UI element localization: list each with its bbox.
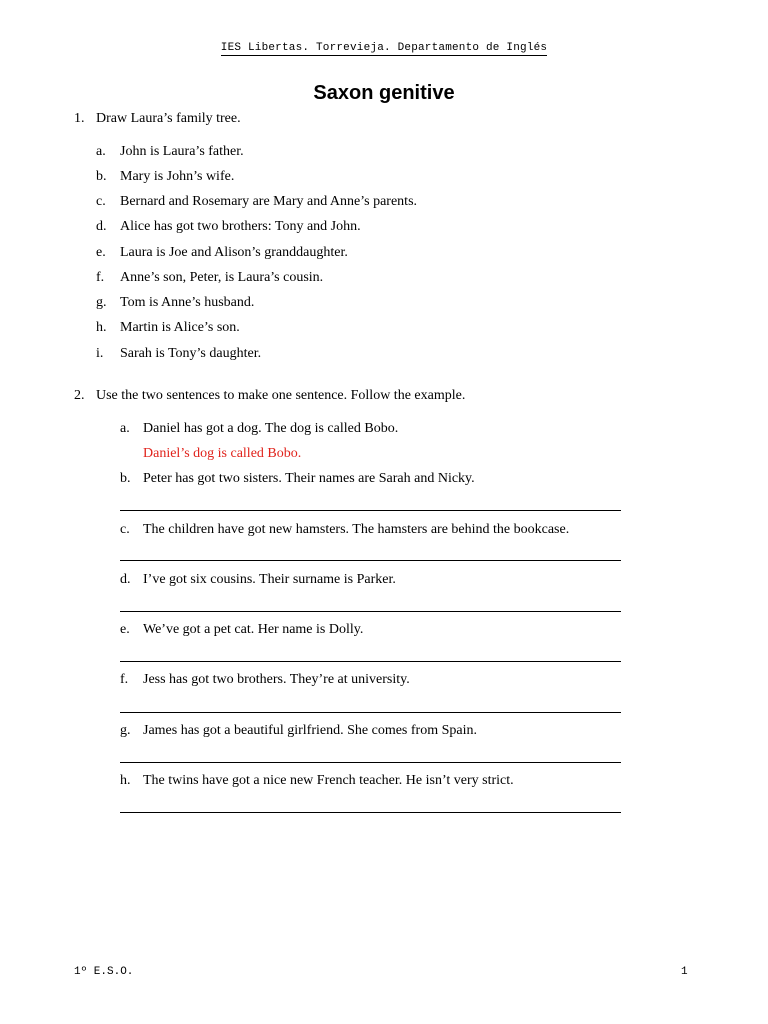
q1-item-letter: h. [96,320,107,335]
answer-line[interactable] [120,661,621,662]
q1-item-text: Tom is Anne’s husband. [120,295,255,310]
answer-line[interactable] [120,560,621,561]
q2-item-text: Jess has got two brothers. They’re at university. [143,672,410,687]
q1-item-letter: c. [96,194,106,209]
footer-course: 1º E.S.O. [74,966,134,978]
q2-item-letter: d. [120,572,131,587]
q1-item-letter: d. [96,219,107,234]
q2-example-letter: a. [120,421,130,436]
page-title: Saxon genitive [313,82,455,104]
q2-number: 2. [74,388,85,403]
q1-item-text: Bernard and Rosemary are Mary and Anne’s parents. [120,194,418,209]
q2-item-letter: b. [120,471,131,486]
q1-item-text: Sarah is Tony’s daughter. [120,346,262,361]
q1-item-text: Laura is Joe and Alison’s granddaughter. [120,245,348,260]
q2-text: Use the two sentences to make one sentence. Follow the example. [96,388,466,403]
answer-line[interactable] [120,611,621,612]
answer-line[interactable] [120,762,621,763]
q1-item-text: Martin is Alice’s son. [120,320,240,335]
q1-item-letter: g. [96,295,107,310]
q2-item-text: I’ve got six cousins. Their surname is Parker. [143,572,396,587]
q2-item-text: We’ve got a pet cat. Her name is Dolly. [143,622,364,637]
header-text: IES Libertas. Torrevieja. Departamento de Inglés [220,42,548,54]
q1-item-letter: e. [96,245,106,260]
q1-item-letter: f. [96,270,105,285]
q1-item-text: Mary is John’s wife. [120,169,235,184]
q2-item-text: Peter has got two sisters. Their names are Sarah and Nicky. [143,471,475,486]
q2-item-letter: h. [120,773,131,788]
q1-item-letter: a. [96,144,106,159]
q1-text: Draw Laura’s family tree. [96,111,241,126]
q1-item-text: Alice has got two brothers: Tony and John. [120,219,361,234]
page-number: 1 [681,966,688,978]
q1-item-text: Anne’s son, Peter, is Laura’s cousin. [120,270,324,285]
q2-item-text: The children have got new hamsters. The hamsters are behind the bookcase. [143,522,570,537]
q2-item-letter: e. [120,622,130,637]
q2-item-text: James has got a beautiful girlfriend. She comes from Spain. [143,723,477,738]
q1-item-letter: b. [96,169,107,184]
q2-item-text: The twins have got a nice new French teacher. He isn’t very strict. [143,773,514,788]
q2-item-letter: g. [120,723,131,738]
q2-example-answer: Daniel’s dog is called Bobo. [143,446,302,461]
q2-item-letter: c. [120,522,130,537]
answer-line[interactable] [120,712,621,713]
q1-number: 1. [74,111,85,126]
q2-example-text: Daniel has got a dog. The dog is called Bobo. [143,421,399,436]
answer-line[interactable] [120,510,621,511]
q1-item-text: John is Laura’s father. [120,144,244,159]
q1-item-letter: i. [96,346,104,361]
page-header [0,42,768,54]
answer-line[interactable] [120,812,621,813]
q2-item-letter: f. [120,672,129,687]
